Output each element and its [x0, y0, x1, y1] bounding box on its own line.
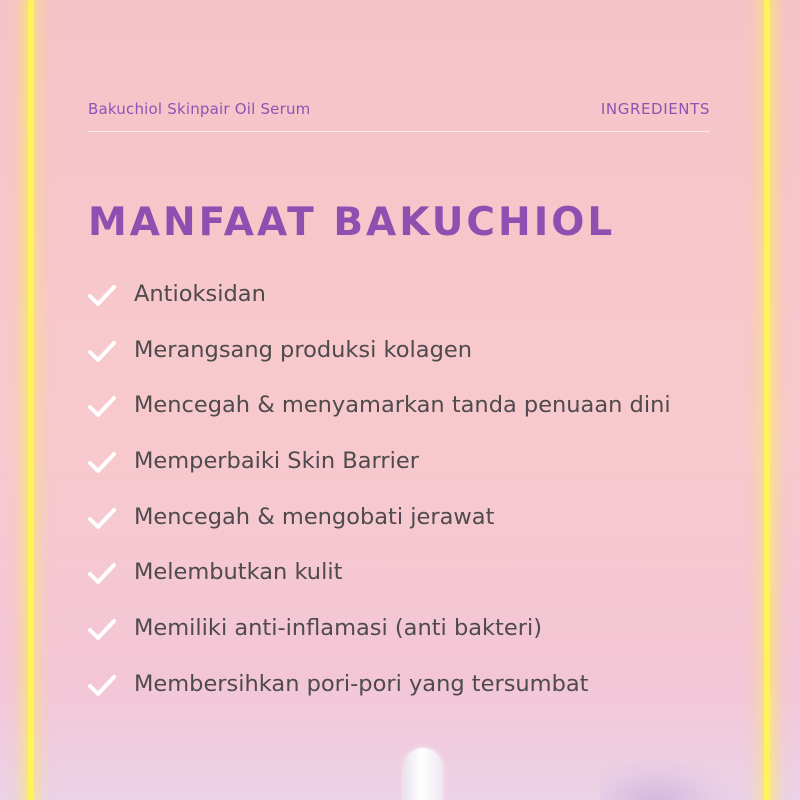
check-icon: [86, 558, 118, 590]
benefit-item: [86, 666, 766, 722]
benefit-label: Merangsang produksi kolagen: [134, 336, 472, 363]
check-icon: [86, 391, 118, 423]
page-title: MANFAAT BAKUCHIOL: [88, 200, 616, 245]
product-name: Bakuchiol Skinpair Oil Serum: [88, 100, 311, 118]
check-icon: [86, 670, 118, 702]
benefit-label: Melembutkan kulit: [134, 559, 343, 586]
benefit-item: [86, 610, 766, 666]
lavender-decoration: [600, 755, 740, 800]
dropper-tip-image: [404, 748, 442, 800]
benefit-label: Memiliki anti-inflamasi (anti bakteri): [134, 615, 542, 642]
check-icon: [86, 336, 118, 368]
check-icon: [86, 503, 118, 535]
benefit-item: [86, 443, 766, 499]
check-icon: [86, 280, 118, 312]
benefit-item: [86, 387, 766, 443]
benefit-item: [86, 276, 766, 332]
benefit-label: Memperbaiki Skin Barrier: [134, 448, 419, 475]
header-divider: [88, 131, 710, 132]
benefit-label: Antioksidan: [134, 281, 266, 307]
section-label: INGREDIENTS: [600, 100, 710, 118]
check-icon: [86, 447, 118, 479]
check-icon: [86, 614, 118, 646]
benefit-item: [86, 554, 766, 610]
benefit-item: [86, 499, 766, 555]
benefit-item: [86, 332, 766, 388]
benefits-list: [86, 276, 766, 722]
benefit-label: Mencegah & menyamarkan tanda penuaan dini: [134, 392, 671, 419]
header: [88, 100, 710, 124]
benefit-label: Mencegah & mengobati jerawat: [134, 503, 495, 530]
benefit-label: Membersihkan pori-pori yang tersumbat: [134, 670, 589, 697]
